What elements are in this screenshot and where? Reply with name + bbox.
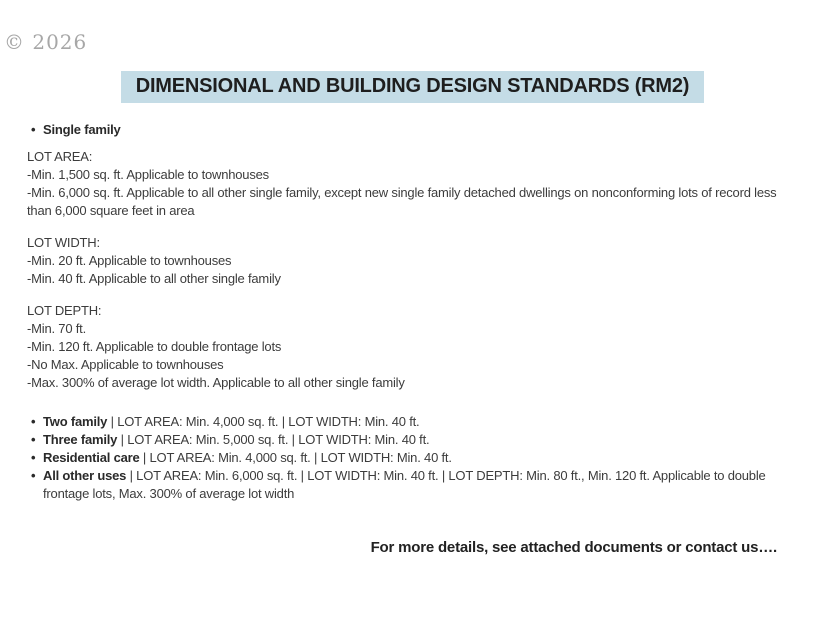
use-details: | LOT AREA: Min. 6,000 sq. ft. | LOT WIDTH: Min. 40 ft. | LOT DEPTH: Min. 80 ft., Min. 120 ft. Applicable to double frontage lots, Max. 300% of average lot width: [43, 468, 766, 501]
use-label: Three family: [43, 432, 118, 447]
other-uses-list: [29, 413, 799, 503]
section-line: -Min. 70 ft.: [27, 321, 87, 336]
section-line: -No Max. Applicable to townhouses: [27, 357, 224, 372]
copyright-watermark: © 2026: [4, 30, 88, 54]
section-line: -Max. 300% of average lot width. Applicable to all other single family: [27, 375, 405, 390]
section-heading: LOT AREA:: [27, 149, 93, 164]
single-family-heading: • Single family: [29, 121, 799, 139]
use-details: | LOT AREA: Min. 4,000 sq. ft. | LOT WIDTH: Min. 40 ft.: [139, 450, 452, 465]
list-item-two-family: [29, 413, 799, 431]
list-item-all-other-uses: [29, 467, 799, 503]
section-line: -Min. 20 ft. Applicable to townhouses: [27, 253, 232, 268]
use-label: All other uses: [43, 468, 127, 483]
use-label: Two family: [43, 414, 108, 429]
use-label: Residential care: [43, 450, 140, 465]
lot-area-section: [27, 148, 799, 220]
section-line: -Min. 6,000 sq. ft. Applicable to all other single family, except new single family detached dwellings on nonconforming lots of record less than 6,000 square feet in area: [27, 185, 777, 218]
section-line: -Min. 120 ft. Applicable to double frontage lots: [27, 339, 282, 354]
list-item-residential-care: [29, 449, 799, 467]
section-line: -Min. 1,500 sq. ft. Applicable to townhouses: [27, 167, 269, 182]
page-title: DIMENSIONAL AND BUILDING DESIGN STANDARDS (RM2): [121, 71, 705, 103]
footer-note: For more details, see attached documents or contact us….: [370, 539, 777, 556]
document-body: [27, 121, 799, 503]
title-container: [0, 71, 825, 103]
use-details: | LOT AREA: Min. 5,000 sq. ft. | LOT WIDTH: Min. 40 ft.: [117, 432, 430, 447]
lot-depth-section: [27, 302, 799, 392]
lot-width-section: [27, 234, 799, 288]
use-details: | LOT AREA: Min. 4,000 sq. ft. | LOT WIDTH: Min. 40 ft.: [107, 414, 420, 429]
list-item-three-family: [29, 431, 799, 449]
section-heading: LOT WIDTH:: [27, 235, 100, 250]
section-line: -Min. 40 ft. Applicable to all other single family: [27, 271, 281, 286]
section-heading: LOT DEPTH:: [27, 303, 102, 318]
